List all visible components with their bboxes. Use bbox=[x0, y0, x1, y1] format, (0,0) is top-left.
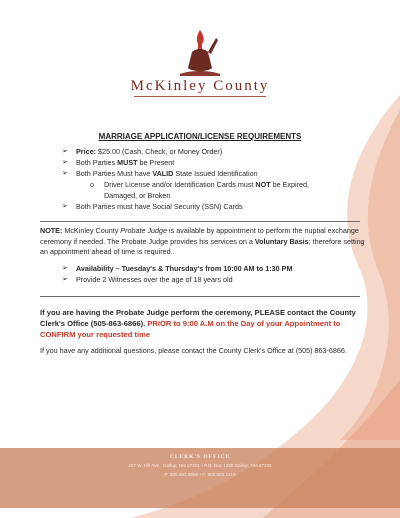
list-item: ➢ Price: $25.00 (Cash, Check, or Money Order) bbox=[62, 147, 223, 156]
page-title: MARRIAGE APPLICATION/LICENSE REQUIREMENTS bbox=[98, 132, 302, 141]
section-divider bbox=[40, 296, 360, 297]
footer-title: CLERK'S OFFICE bbox=[169, 454, 231, 460]
note-paragraph: NOTE: McKinley County Probate Judge is available by appointment to perform the nuptial exchange ceremony if needed. The Probate Judge provides his services on a Voluntary Basis; therefore setting an appointment ahead of time is required. bbox=[40, 226, 365, 256]
list-item: ➢ Availability – Tuesday's & Thursday's from 10:00 AM to 1:30 PM bbox=[62, 264, 293, 273]
county-logo-icon bbox=[178, 28, 222, 78]
list-item: ➢ Both Parties Must have VALID State Issued Identification bbox=[62, 169, 258, 178]
list-item: ➢ Provide 2 Witnesses over the age of 18 years old bbox=[62, 275, 233, 284]
questions-paragraph: If you have any additional questions, please contact the County Clerk's Office at (505) 863-6866. bbox=[40, 346, 347, 355]
contact-paragraph: If you are having the Probate Judge perform the ceremony, PLEASE contact the County Clerk's Office (505-863-6866). PRIOR to 9:00 A.M on the Day of your Appointment to CONFIRM your requested time bbox=[40, 308, 356, 339]
footer-phone: P: 505.863.6866 • F: 505.863.1419 bbox=[164, 472, 236, 477]
list-item: o Driver License and/or Identification Cards must NOT be Expired, bbox=[90, 180, 309, 189]
arrow-bullet-icon: ➢ bbox=[62, 276, 68, 283]
arrow-bullet-icon: ➢ bbox=[62, 265, 68, 272]
county-name: McKinley County bbox=[130, 78, 270, 94]
list-item: ➢ Both Parties must have Social Security (SSN) Cards bbox=[62, 202, 243, 211]
availability-list bbox=[62, 263, 352, 285]
logo-divider bbox=[134, 96, 266, 97]
footer-address: 207 W. Hill Ave., Gallup, NM 87301 • P.O. Box 1268 Gallup, NM 87305 bbox=[128, 463, 272, 468]
list-item: ➢ Both Parties MUST be Present bbox=[62, 158, 175, 167]
list-item: Damaged, or Broken bbox=[104, 191, 171, 200]
arrow-bullet-icon: ➢ bbox=[62, 159, 68, 166]
arrow-bullet-icon: ➢ bbox=[62, 170, 68, 177]
section-divider bbox=[40, 221, 360, 222]
arrow-bullet-icon: ➢ bbox=[62, 148, 68, 155]
circle-bullet-icon: o bbox=[90, 180, 94, 189]
requirements-list bbox=[62, 146, 352, 212]
arrow-bullet-icon: ➢ bbox=[62, 203, 68, 210]
